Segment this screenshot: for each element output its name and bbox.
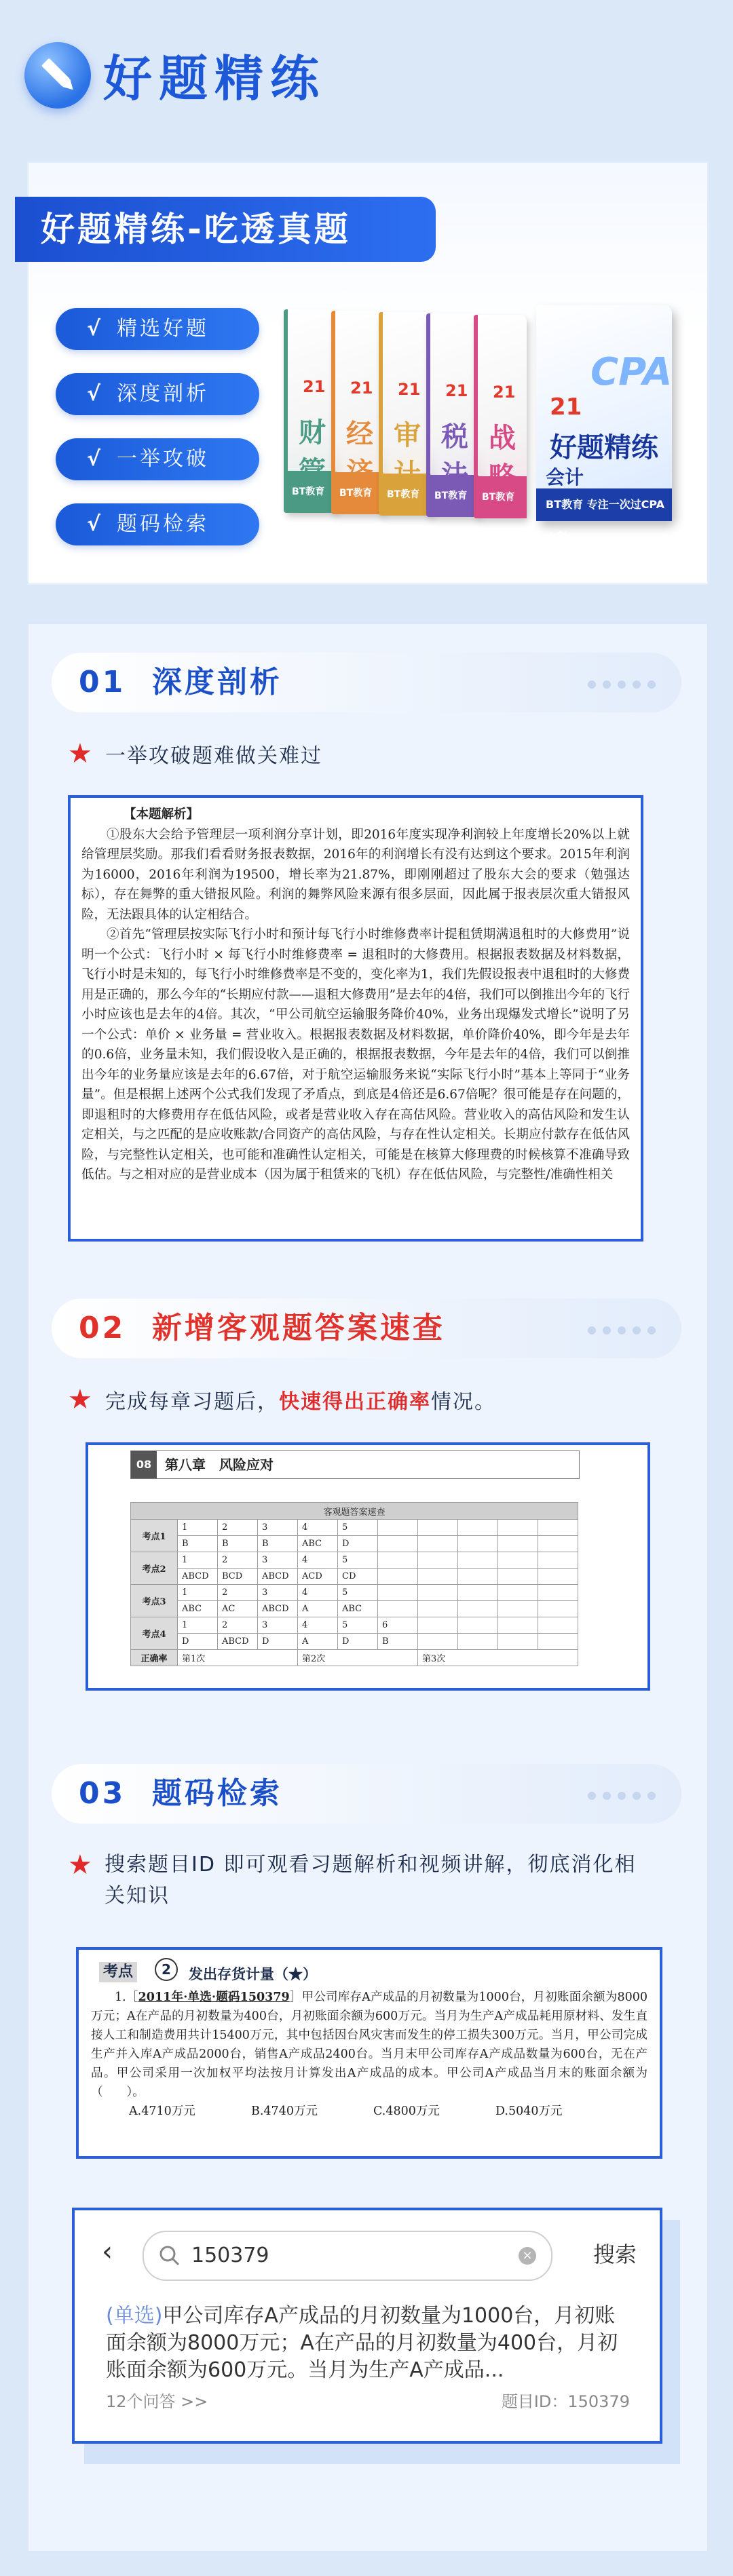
search-button[interactable]: 搜索 — [593, 2242, 637, 2267]
table-cell — [418, 1601, 458, 1617]
chapter-bar — [130, 1450, 580, 1479]
book-title: 好题精练 — [550, 432, 658, 463]
table-cell — [498, 1585, 538, 1601]
table-cell — [538, 1634, 578, 1650]
table-cell — [498, 1601, 538, 1617]
table-cell — [378, 1536, 418, 1552]
table-cell: 2 — [218, 1552, 258, 1569]
table-cell — [418, 1536, 458, 1552]
check-icon: √ — [87, 382, 104, 406]
answer-sheet-card — [86, 1442, 650, 1691]
feature-pill: √ 题码检索 — [56, 503, 259, 545]
table-cell: 4 — [298, 1552, 338, 1569]
search-value: 150379 — [191, 2244, 269, 2267]
table-cell: 6 — [378, 1617, 418, 1634]
book-number: 21 — [398, 380, 421, 399]
table-cell — [378, 1520, 418, 1536]
table-cell: AC — [218, 1601, 258, 1617]
kaodian-label: 考点 — [99, 1962, 137, 1982]
table-cell — [458, 1617, 498, 1634]
section-header-03: 03 题码检索 — [52, 1764, 681, 1824]
feature-pill: √ 精选好题 — [56, 308, 259, 350]
dots-decoration — [581, 678, 656, 691]
search-icon — [159, 2245, 181, 2267]
doc-para: ①股东大会给予管理层一项利润分享计划，即2016年度实现净利润较上年度增长20%以上就给管理层奖励。那我们看看财务报表数据，2016年的利润增长有没有达到这个要求。2015年利润为16000，2016年利润为19500，增长率为21.87%，即刚刚超过了股东大会的要求（勉强达标），存在舞弊的重大错报风险。利润的舞弊风险来源有很多层面，因此属于报表层次重大错报风险，无法跟具体的认定相结合。 — [81, 827, 630, 922]
table-row-label: 正确率 — [131, 1650, 178, 1666]
kaodian-number: 2 — [155, 1958, 178, 1981]
book-cover — [426, 313, 479, 517]
book-cpa-badge: CPA — [590, 350, 673, 394]
table-cell: 第2次 — [298, 1650, 418, 1666]
dots-decoration — [581, 1790, 656, 1803]
table-cell — [418, 1617, 458, 1634]
book-title: 税 — [441, 421, 468, 453]
table-cell — [538, 1552, 578, 1569]
book-cover — [284, 309, 337, 513]
table-cell — [378, 1585, 418, 1601]
table-cell: A — [298, 1601, 338, 1617]
table-cell: 3 — [258, 1520, 298, 1536]
table-cell — [538, 1585, 578, 1601]
table-cell — [418, 1585, 458, 1601]
table-cell — [458, 1520, 498, 1536]
section-header-02: 02 新增客观题答案速查 — [52, 1299, 681, 1358]
book-publisher: BT教育 — [478, 476, 527, 518]
table-cell — [538, 1520, 578, 1536]
table-cell — [418, 1569, 458, 1585]
analysis-card — [68, 795, 643, 1242]
table-cell — [418, 1634, 458, 1650]
table-cell — [458, 1585, 498, 1601]
table-cell: 2 — [218, 1585, 258, 1601]
book-publisher: BT教育 — [335, 472, 384, 514]
book-number: 21 — [445, 381, 468, 400]
result-tag: (单选) — [106, 2304, 163, 2328]
table-cell — [498, 1520, 538, 1536]
table-cell — [538, 1569, 578, 1585]
section-01-bullet: ★ 一举攻破题难做关难过 — [68, 738, 322, 769]
feature-pill: √ 一举攻破 — [56, 438, 259, 480]
table-cell — [378, 1569, 418, 1585]
table-row-label: 考点2 — [131, 1552, 178, 1585]
table-cell: 1 — [178, 1585, 218, 1601]
table-cell: D — [258, 1634, 298, 1650]
back-icon[interactable]: ‹ — [102, 2236, 113, 2267]
book-cover — [331, 311, 384, 514]
check-icon: √ — [87, 512, 104, 536]
table-cell — [538, 1617, 578, 1634]
table-cell: 5 — [338, 1552, 378, 1569]
question-id: 题目ID：150379 — [501, 2392, 630, 2411]
pencil-logo-icon — [24, 42, 91, 109]
table-row-label: 考点1 — [131, 1520, 178, 1552]
table-row-label: 考点4 — [131, 1617, 178, 1650]
doc-title: 【本题解析】 — [124, 807, 200, 822]
chapter-number: 08 — [131, 1451, 157, 1478]
table-cell: 3 — [258, 1585, 298, 1601]
table-cell — [458, 1569, 498, 1585]
table-cell: 5 — [338, 1520, 378, 1536]
table-cell — [498, 1617, 538, 1634]
question-options: A.4710万元 B.4740万元 C.4800万元 D.5040万元 — [129, 2104, 563, 2118]
star-icon: ★ — [68, 1384, 92, 1415]
table-cell: ABCD — [258, 1601, 298, 1617]
table-cell — [498, 1634, 538, 1650]
doc-para: ②首先“管理层按实际飞行小时和预计每飞行小时维修费率计提租赁期满退租时的大修费用”说明一个公式：飞行小时 × 每飞行小时维修费率 = 退租时的大修费用。根据报表数据及材料数据，飞行小时是未知的，每飞行小时维修费率是不变的，变化率为1，我们先假设报表中退租时的大修费用是正确的，那么今年的“长期应付款——退租大修费用”是去年的4倍，我们可以倒推出今年的飞行小时应该也是去年的4倍。其次，“甲公司航空运输服务降价40%，业务出现爆发式增长”说明了另一个公式：单价 × 业务量 = 营业收入。根据报表数据及材料数据，单价降价40%，即今年是去年的0.6倍，业务量未知，我们假设收入是正确的，根据报表数据，今年是去年的4倍，我们可以倒推出今年的业务量应该是去年的6.67倍，对于航空运输服务来说“实际飞行小时”基本上等同于“业务量”。但是根据上述两个公式我们发现了矛盾点，到底是4倍还是6.67倍呢？很可能是存在问题的，即退租时的大修费用存在低估风险，或者是营业收入存在高估风险。营业收入的高估风险和发生认定相关，与之匹配的是应收账款/合同资产的高估风险，与存在性认定相关。长期应付款存在低估风险，与完整性认定相关，也可能和准确性认定相关，可能是在核算大修理费的时候核算不准确导致低估。与之相对应的是营业成本（因为属于租赁来的飞机）存在低估风险，与完整性/准确性相关 — [81, 927, 630, 1182]
star-icon: ★ — [68, 738, 92, 769]
check-icon: √ — [87, 447, 104, 471]
table-cell: ABC — [298, 1536, 338, 1552]
page-title: 好题精练 — [103, 50, 326, 107]
table-cell: 4 — [298, 1520, 338, 1536]
table-cell: ABCD — [178, 1569, 218, 1585]
table-cell: 第3次 — [418, 1650, 578, 1666]
section-header-01: 01 深度剖析 — [52, 653, 681, 712]
kaodian-title: 发出存货计量（★） — [189, 1965, 317, 1982]
clear-icon[interactable]: × — [519, 2247, 536, 2265]
search-card — [72, 2208, 662, 2444]
search-input[interactable] — [143, 2231, 552, 2281]
table-cell: D — [178, 1634, 218, 1650]
result-text: 甲公司库存A产成品的月初数量为1000台，月初账面余额为8000万元；A在产品的月初数量为400台，月初账面余额为600万元。当月为生产A产成品... — [106, 2304, 618, 2382]
chapter-title: 第八章 风险应对 — [165, 1457, 274, 1473]
table-cell — [458, 1536, 498, 1552]
table-cell — [498, 1536, 538, 1552]
search-result[interactable] — [106, 2303, 635, 2384]
table-cell: CD — [338, 1569, 378, 1585]
intro-banner: 好题精练-吃透真题 — [15, 197, 436, 262]
book-cover-main — [536, 305, 673, 543]
table-cell: 3 — [258, 1552, 298, 1569]
book-publisher: BT教育 — [383, 474, 432, 516]
section-03-bullet: ★ 搜索题目ID 即可观看习题解析和视频讲解，彻底消化相关知识 — [68, 1849, 637, 1908]
question-card: 考点 2 发出存货计量（★） 1.［2011年·单选·题码150379］甲公司库存A产成品的月初数量为1000台，月初账面余额为8000万元；A在产品的月初数量为400台，月初账面余额为600万元。当月为生产A产成品耗用原材料、发生直接人工和制造费用共计15400万元，其中包括因台风灾害而发生的停工损失300万元。当月，甲公司完成生产并入库A产成品2000台，销售A产成品2400台。当月末甲公司库存A产成品数量为600台，无在产品。甲公司采用一次加权平均法按月计算发出A产成品的成本。甲公司A产成品当月末的账面余额为（ ）。 A.4710万元 B.4740万元 C.4800万元 D.5040万元 — [76, 1947, 662, 2159]
table-cell: D — [338, 1634, 378, 1650]
question-code: 2011年·单选·题码150379 — [138, 1991, 290, 2004]
answer-table — [130, 1502, 578, 1666]
book-title: 财 — [299, 417, 326, 448]
section-02-bullet: ★ 完成每章习题后，快速得出正确率情况。 — [68, 1384, 496, 1415]
table-cell: B — [258, 1536, 298, 1552]
table-cell: 1 — [178, 1520, 218, 1536]
book-title: 经 — [346, 419, 373, 450]
table-cell: B — [218, 1536, 258, 1552]
table-cell — [458, 1552, 498, 1569]
table-cell: D — [338, 1536, 378, 1552]
table-cell — [458, 1601, 498, 1617]
book-cover — [379, 312, 432, 516]
table-cell: ABC — [178, 1601, 218, 1617]
feature-pill: √ 深度剖析 — [56, 373, 259, 415]
table-cell: 第1次 — [178, 1650, 298, 1666]
table-cell: ABCD — [258, 1569, 298, 1585]
table-cell — [378, 1552, 418, 1569]
star-icon: ★ — [68, 1849, 92, 1881]
book-number: 21 — [550, 393, 582, 421]
check-icon: √ — [87, 317, 104, 341]
book-number: 21 — [493, 383, 516, 402]
question-count[interactable]: 12个问答 >> — [106, 2392, 208, 2411]
table-cell: 5 — [338, 1585, 378, 1601]
table-cell: 3 — [258, 1617, 298, 1634]
table-cell — [418, 1552, 458, 1569]
table-cell — [538, 1601, 578, 1617]
book-subject: 会计 — [546, 466, 584, 488]
table-cell — [418, 1520, 458, 1536]
table-cell — [458, 1634, 498, 1650]
book-cover — [474, 315, 527, 518]
book-number: 21 — [303, 377, 326, 396]
table-cell: 4 — [298, 1585, 338, 1601]
table-cell: A — [298, 1634, 338, 1650]
table-cell — [498, 1552, 538, 1569]
table-cell: BCD — [218, 1569, 258, 1585]
table-cell — [538, 1536, 578, 1552]
book-publisher: BT教育 — [288, 471, 337, 513]
table-cell: 1 — [178, 1552, 218, 1569]
table-cell: 4 — [298, 1617, 338, 1634]
table-cell: 2 — [218, 1520, 258, 1536]
table-cell: ABC — [338, 1601, 378, 1617]
book-publisher: BT教育 专注一次过CPA六科 — [536, 488, 672, 521]
table-cell — [378, 1601, 418, 1617]
table-row-label: 考点3 — [131, 1585, 178, 1617]
table-cell: ABCD — [218, 1634, 258, 1650]
table-cell: 2 — [218, 1617, 258, 1634]
table-cell: B — [178, 1536, 218, 1552]
book-number: 21 — [350, 379, 373, 398]
table-cell — [498, 1569, 538, 1585]
book-title: 战 — [489, 423, 516, 454]
table-cell: B — [378, 1634, 418, 1650]
question-text: ］甲公司库存A产成品的月初数量为1000台，月初账面余额为8000万元；A在产品的月初数量为400台，月初账面余额为600万元。当月为生产A产成品耗用原材料、发生直接人工和制造费用共计15400万元，其中包括因台风灾害而发生的停工损失300万元。当月，甲公司完成生产并入库A产成品2000台，销售A产成品2400台。当月末甲公司库存A产成品数量为600台，无在产品。甲公司采用一次加权平均法按月计算发出A产成品的成本。甲公司A产成品当月末的账面余额为（ ）。 — [91, 1991, 647, 2099]
book-publisher: BT教育 — [430, 475, 479, 517]
table-cell: 5 — [338, 1617, 378, 1634]
dots-decoration — [581, 1324, 656, 1337]
book-title: 审 — [394, 420, 421, 451]
table-cell: 1 — [178, 1617, 218, 1634]
table-title: 客观题答案速查 — [131, 1503, 578, 1520]
table-cell: ACD — [298, 1569, 338, 1585]
